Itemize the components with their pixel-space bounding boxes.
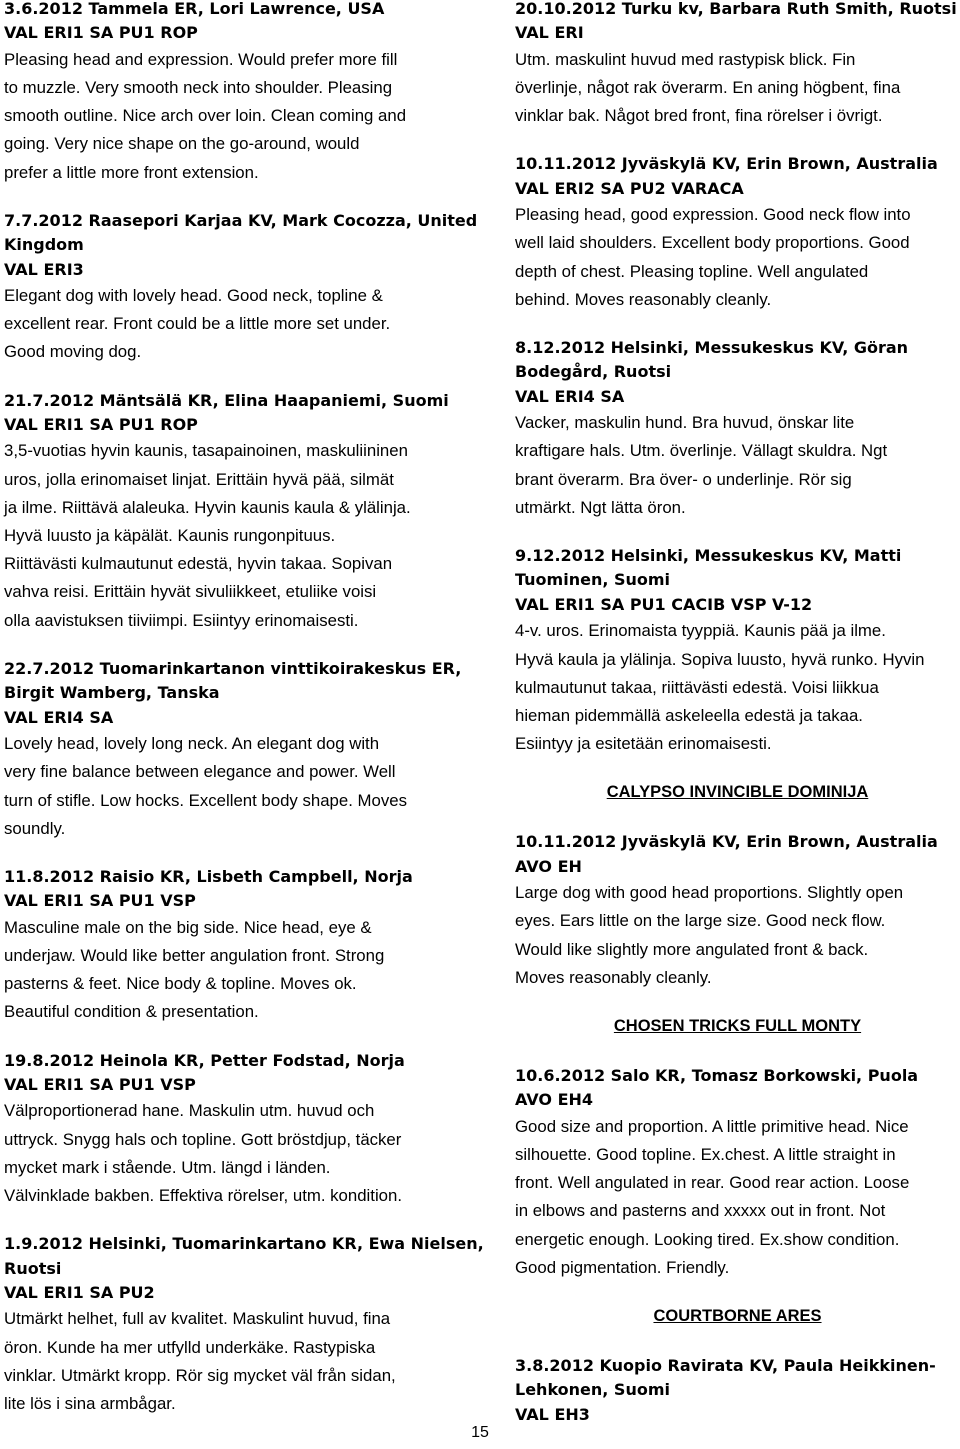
show-judge-line: 9.12.2012 Helsinki, Messukeskus KV, Matti xyxy=(515,546,902,566)
critique-line: uros, jolla erinomaiset linjat. Erittäin hyvä pää, silmät xyxy=(4,469,394,489)
critique-line: Hyvä luusto ja käpälät. Kaunis rungonpituus. xyxy=(4,526,336,546)
award-line: VAL ERI1 SA PU1 CACIB VSP V-12 xyxy=(515,594,813,614)
show-judge-line: 3.6.2012 Tammela ER, Lori Lawrence, USA xyxy=(4,0,385,18)
critique-line: Would like slightly more angulated front & back. xyxy=(515,939,869,959)
critique-line: Vacker, maskulin hund. Bra huvud, önskar lite xyxy=(515,413,855,433)
show-judge-line: Tuominen, Suomi xyxy=(515,570,671,590)
show-judge-line: Birgit Wamberg, Tanska xyxy=(4,683,220,703)
show-result-entry xyxy=(515,544,960,758)
critique-line: mycket mark i stående. Utm. längd i länden. xyxy=(4,1157,331,1177)
critique-line: smooth outline. Nice arch over loin. Clean coming and xyxy=(4,106,407,126)
show-judge-line: Kingdom xyxy=(4,235,84,255)
critique-line: Hyvä kaula ja ylälinja. Sopiva luusto, hyvä runko. Hyvin xyxy=(515,649,925,669)
show-judge-line: 11.8.2012 Raisio KR, Lisbeth Campbell, Norja xyxy=(4,866,413,886)
critique-line: Good pigmentation. Friendly. xyxy=(515,1257,730,1277)
show-result-entry xyxy=(515,336,960,522)
critique-line: Good size and proportion. A little primitive head. Nice xyxy=(515,1116,909,1136)
dog-name-heading: CALYPSO INVINCIBLE DOMINIJA xyxy=(606,783,869,802)
critique-line: Large dog with good head proportions. Slightly open xyxy=(515,883,904,903)
show-judge-line: 20.10.2012 Turku kv, Barbara Ruth Smith, Ruotsi xyxy=(515,0,957,18)
award-line: VAL EH3 xyxy=(515,1404,590,1424)
critique-line: överlinje, något rak överarm. En aning högbent, fina xyxy=(515,78,901,98)
award-line: AVO EH xyxy=(515,856,582,876)
critique-line: well laid shoulders. Excellent body proportions. Good xyxy=(515,233,910,253)
show-result-entry xyxy=(4,865,464,1027)
show-judge-line: 1.9.2012 Helsinki, Tuomarinkartano KR, Ewa Nielsen, xyxy=(4,1234,484,1254)
critique-line: Beautiful condition & presentation. xyxy=(4,1002,259,1022)
critique-line: Välproportionerad hane. Maskulin utm. huvud och xyxy=(4,1101,375,1121)
show-judge-line: 10.11.2012 Jyväskylä KV, Erin Brown, Australia xyxy=(515,832,938,852)
critique-line: uttryck. Snygg hals och topline. Gott bröstdjup, täcker xyxy=(4,1129,402,1149)
right-column xyxy=(515,0,960,1449)
critique-line: Pleasing head and expression. Would prefer more fill xyxy=(4,49,398,69)
show-judge-line: 10.11.2012 Jyväskylä KV, Erin Brown, Australia xyxy=(515,154,938,174)
show-result-entry xyxy=(4,0,464,187)
award-line: VAL ERI1 SA PU1 VSP xyxy=(4,1074,196,1094)
show-judge-line: 8.12.2012 Helsinki, Messukeskus KV, Göran xyxy=(515,338,909,358)
critique-line: Utm. maskulint huvud med rastypisk blick. Fin xyxy=(515,49,856,69)
show-result-entry xyxy=(515,0,960,130)
show-result-entry xyxy=(4,657,464,843)
critique-line: to muzzle. Very smooth neck into shoulder. Pleasing xyxy=(4,78,393,98)
critique-line: ja ilme. Riittävä alaleuka. Hyvin kaunis kaula & ylälinja. xyxy=(4,497,411,517)
show-result-entry xyxy=(4,1049,464,1211)
show-result-entry xyxy=(515,830,960,992)
critique-line: öron. Kunde ha mer utfylld underkäke. Rastypiska xyxy=(4,1337,376,1357)
show-judge-line: 21.7.2012 Mäntsälä KR, Elina Haapaniemi, Suomi xyxy=(4,390,449,410)
critique-line: Utmärkt helhet, full av kvalitet. Maskulint huvud, fina xyxy=(4,1309,391,1329)
award-line: VAL ERI xyxy=(515,23,584,43)
critique-line: Lovely head, lovely long neck. An elegant dog with xyxy=(4,734,380,754)
show-result-entry xyxy=(4,209,478,367)
critique-line: silhouette. Good topline. Ex.chest. A little straight in xyxy=(515,1144,896,1164)
dog-name-heading: CHOSEN TRICKS FULL MONTY xyxy=(613,1016,862,1035)
critique-line: in elbows and pasterns and xxxxx out in front. Not xyxy=(515,1201,886,1221)
award-line: AVO EH4 xyxy=(515,1090,594,1110)
award-line: VAL ERI3 xyxy=(4,259,84,279)
show-judge-line: 10.6.2012 Salo KR, Tomasz Borkowski, Puola xyxy=(515,1065,919,1085)
critique-line: soundly. xyxy=(4,818,66,838)
critique-line: energetic enough. Looking tired. Ex.show condition. xyxy=(515,1229,900,1249)
critique-line: behind. Moves reasonably cleanly. xyxy=(515,289,772,309)
critique-line: going. Very nice shape on the go-around, would xyxy=(4,134,360,154)
critique-line: 4-v. uros. Erinomaista tyyppiä. Kaunis pää ja ilme. xyxy=(515,621,886,641)
critique-line: underjaw. Would like better angulation front. Strong xyxy=(4,945,385,965)
critique-line: turn of stifle. Low hocks. Excellent body shape. Moves xyxy=(4,790,407,810)
award-line: VAL ERI4 SA xyxy=(4,707,114,727)
award-line: VAL ERI1 SA PU1 VSP xyxy=(4,891,196,911)
show-judge-line: 19.8.2012 Heinola KR, Petter Fodstad, Norja xyxy=(4,1050,405,1070)
award-line: VAL ERI2 SA PU2 VARACA xyxy=(515,178,744,198)
critique-line: excellent rear. Front could be a little more set under. xyxy=(4,314,391,334)
show-judge-line: Bodegård, Ruotsi xyxy=(515,362,672,382)
critique-line: lite lös i sina armbågar. xyxy=(4,1394,176,1413)
critique-line: Elegant dog with lovely head. Good neck, topline & xyxy=(4,286,383,306)
award-line: VAL ERI1 SA PU2 xyxy=(4,1282,155,1302)
critique-line: depth of chest. Pleasing topline. Well angulated xyxy=(515,261,869,281)
critique-line: 3,5-vuotias hyvin kaunis, tasapainoinen, maskuliininen xyxy=(4,441,408,461)
critique-line: brant överarm. Bra över- o underlinje. Rör sig xyxy=(515,469,852,489)
show-result-entry xyxy=(4,1232,484,1418)
critique-line: hieman pidemmällä askeleella edestä ja takaa. xyxy=(515,705,863,725)
critique-line: olla aavistuksen tiiviimpi. Esiintyy erinomaisesti. xyxy=(4,610,359,630)
critique-line: Välvinklade bakben. Effektiva rörelser, utm. kondition. xyxy=(4,1185,402,1205)
critique-line: vinklar. Utmärkt kropp. Rör sig mycket väl från sidan, xyxy=(4,1365,396,1385)
show-result-entry xyxy=(4,389,464,635)
critique-line: very fine balance between elegance and power. Well xyxy=(4,762,396,782)
show-judge-line: 7.7.2012 Raasepori Karjaa KV, Mark Cocozza, United xyxy=(4,210,478,230)
critique-line: utmärkt. Ngt lätta öron. xyxy=(515,497,686,517)
award-line: VAL ERI1 SA PU1 ROP xyxy=(4,415,198,435)
critique-line: Masculine male on the big side. Nice head, eye & xyxy=(4,917,372,937)
show-judge-line: Ruotsi xyxy=(4,1258,62,1278)
show-judge-line: 3.8.2012 Kuopio Ravirata KV, Paula Heikkinen- xyxy=(515,1355,936,1375)
show-judge-line: 22.7.2012 Tuomarinkartanon vinttikoirakeskus ER, xyxy=(4,658,462,678)
critique-line: kraftigare hals. Utm. överlinje. Vällagt skuldra. Ngt xyxy=(515,441,888,461)
critique-line: vinklar bak. Något bred front, fina rörelser i övrigt. xyxy=(515,106,883,126)
page-number: 15 xyxy=(471,1424,489,1441)
critique-line: Esiintyy ja esitetään erinomaisesti. xyxy=(515,734,772,754)
critique-line: Moves reasonably cleanly. xyxy=(515,967,712,987)
award-line: VAL ERI1 SA PU1 ROP xyxy=(4,23,198,43)
critique-line: eyes. Ears little on the large size. Good neck flow. xyxy=(515,911,886,931)
show-result-entry xyxy=(515,1354,960,1427)
critique-line: front. Well angulated in rear. Good rear action. Loose xyxy=(515,1173,910,1193)
award-line: VAL ERI4 SA xyxy=(515,386,625,406)
dog-name-heading: COURTBORNE ARES xyxy=(653,1306,822,1325)
critique-line: Pleasing head, good expression. Good neck flow into xyxy=(515,205,911,225)
show-result-entry xyxy=(515,152,960,314)
show-result-entry xyxy=(515,1064,960,1282)
critique-line: Good moving dog. xyxy=(4,342,142,362)
critique-line: Riittävästi kulmautunut edestä, hyvin takaa. Sopivan xyxy=(4,554,393,574)
critique-line: kulmautunut takaa, riittävästi edestä. Voisi liikkua xyxy=(515,677,879,697)
show-judge-line: Lehkonen, Suomi xyxy=(515,1380,670,1400)
critique-line: pasterns & feet. Nice body & topline. Moves ok. xyxy=(4,974,357,994)
critique-line: vahva reisi. Erittäin hyvät sivuliikkeet, etuliike voisi xyxy=(4,582,377,602)
critique-line: prefer a little more front extension. xyxy=(4,162,259,182)
